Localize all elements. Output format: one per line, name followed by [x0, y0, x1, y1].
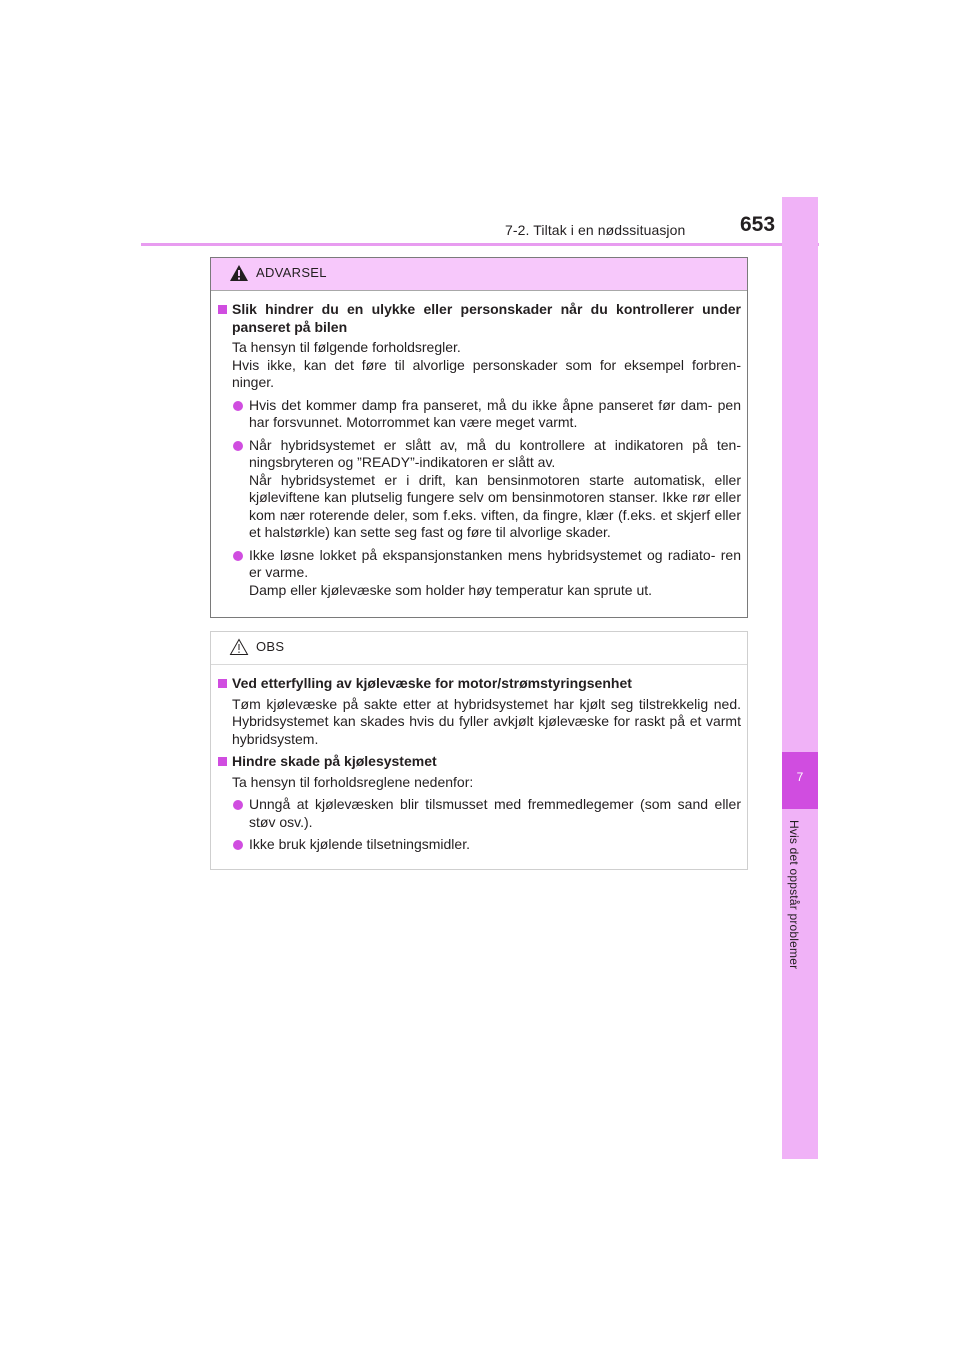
notice-heading-text: Ved etterfylling av kjølevæske for motor/strømstyringsenhet [232, 675, 632, 691]
notice-box [210, 631, 748, 870]
notice-triangle-icon [229, 638, 249, 656]
page-number: 653 [740, 213, 776, 236]
section-title: 7-2. Tiltak i en nødssituasjon [505, 222, 686, 238]
list-item [217, 836, 741, 854]
chapter-title: Hvis det oppstår problemer [787, 820, 801, 970]
notice-heading-2 [217, 753, 741, 771]
chapter-number: 7 [796, 770, 804, 784]
notice-heading-text: Hindre skade på kjølesystemet [232, 753, 437, 769]
header-divider [141, 243, 819, 246]
chapter-side-tab [782, 197, 818, 1159]
notice-paragraph-2: Ta hensyn til forholdsreglene nedenfor: [232, 773, 474, 790]
list-item-text: Når hybridsystemet er slått av, må du kontrollere at indikatoren på ten- ningsbryteren og ”READY”-indikatoren er slått av. Når hybridsystemet er i drift, kan bensinmotoren starte automatisk, eller kjøleviftene kan plutselig fungere selv om bensinmotoren stanser. Ikke rør eller kom nær roterende deler, som f.eks. viften, da fingre, klær (f.eks. et skjerf eller et halstørkle) kan sette seg fast og føre til alvorlige skader. [249, 436, 741, 540]
list-item [217, 547, 741, 600]
list-item [217, 437, 741, 542]
notice-body [211, 665, 747, 854]
notice-heading-1 [217, 675, 741, 693]
notice-paragraph-1: Tøm kjølevæske på sakte etter at hybridsystemet har kjølt seg tilstrekkelig ned. Hybridsystemet kan skades hvis du fyller avkjølt kjølevæske for raskt på et varmt hybridsystem. [232, 695, 741, 747]
list-item-text: Ikke løsne lokket på ekspansjonstanken mens hybridsystemet og radiato- ren er varme. Damp eller kjølevæske som holder høy temperatur kan sprute ut. [249, 546, 741, 598]
square-bullet-icon [218, 679, 227, 688]
list-item [217, 796, 741, 831]
bullet-dot-icon [233, 441, 243, 451]
bullet-dot-icon [233, 840, 243, 850]
warning-triangle-icon [229, 264, 249, 282]
square-bullet-icon [218, 305, 227, 314]
warning-heading [217, 301, 741, 336]
list-item [217, 397, 741, 432]
warning-heading-text: Slik hindrer du en ulykke eller personskader når du kontrollerer under panseret på bilen [232, 301, 741, 335]
warning-intro: Ta hensyn til følgende forholdsregler. Hvis ikke, kan det føre til alvorlige personskader som for eksempel forbren- ninger. [232, 339, 741, 390]
warning-box-header [211, 258, 747, 291]
notice-label: OBS [256, 639, 285, 654]
bullet-dot-icon [233, 551, 243, 561]
list-item-text: Unngå at kjølevæsken blir tilsmusset med fremmedlegemer (som sand eller støv osv.). [249, 796, 741, 830]
notice-box-header [211, 632, 747, 665]
list-item-text: Hvis det kommer damp fra panseret, må du ikke åpne panseret før dam- pen har forsvunnet. Motorrommet kan være meget varmt. [249, 396, 741, 430]
warning-box [210, 257, 748, 618]
list-item-text: Ikke bruk kjølende tilsetningsmidler. [249, 836, 470, 852]
warning-body [211, 291, 747, 599]
bullet-dot-icon [233, 800, 243, 810]
square-bullet-icon [218, 757, 227, 766]
warning-label: ADVARSEL [256, 265, 327, 280]
bullet-dot-icon [233, 401, 243, 411]
